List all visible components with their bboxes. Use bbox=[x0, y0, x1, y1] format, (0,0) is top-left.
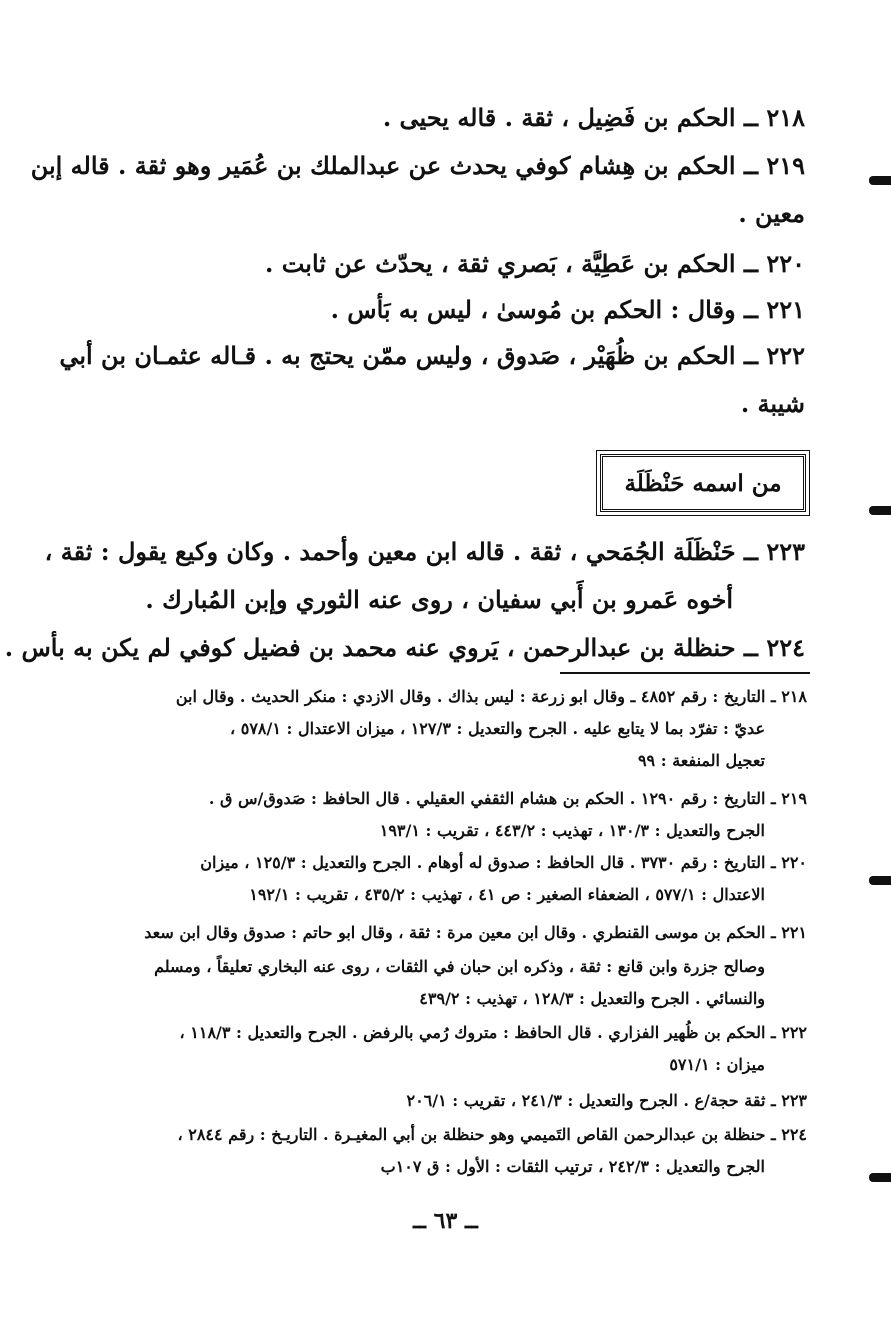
footnote-separator bbox=[560, 672, 810, 674]
edge-mark bbox=[869, 506, 891, 515]
section-heading: من اسمه حَنْظَلَة bbox=[600, 454, 806, 512]
edge-mark bbox=[869, 176, 891, 185]
footnote-219-line2: الجرح والتعديل : ١٣٠/٣ ، تهذيب : ٤٤٣/٢ ، تقريب : ١٩٣/١ bbox=[379, 821, 765, 840]
entry-223: ٢٢٣ ــ حَنْظَلَة الجُمَحي ، ثقة . قاله ابن معين وأحمد . وكان وكيع يقول : ثقة ، bbox=[44, 537, 805, 566]
entry-222: ٢٢٢ ــ الحكم بن ظُهَيْر ، صَدوق ، وليس ممّن يحتج به . قـاله عثمـان بن أبي bbox=[59, 341, 805, 370]
footnote-220-line2: الاعتدال : ٥٧٧/١ ، الضعفاء الصغير : ص ٤١ ، تهذيب : ٤٣٥/٢ ، تقريب : ١٩٢/١ bbox=[249, 885, 765, 904]
footnote-222-line2: ميزان : ٥٧١/١ bbox=[669, 1055, 765, 1074]
footnote-221-line2: وصالح جزرة وابن قانع : ثقة ، وذكره ابن حبان في الثقات ، روى عنه البخاري تعليقاً ، ومسلم bbox=[154, 957, 765, 976]
footnote-221-line1: ٢٢١ ـ الحكم بن موسى القنطري . وقال ابن معين مرة : ثقة ، وقال ابو حاتم : صدوق وقال ابن سعد bbox=[144, 923, 807, 942]
entry-219: ٢١٩ ــ الحكم بن هِشام كوفي يحدث عن عبدالملك بن عُمَير وهو ثقة . قاله إبن bbox=[30, 151, 805, 180]
footnote-218-line1: ٢١٨ ـ التاريخ : رقم ٤٨٥٢ ـ وقال ابو زرعة : ليس بذاك . وقال الازدي : منكر الحديث . وقال ابن bbox=[175, 687, 807, 706]
footnote-224-line1: ٢٢٤ ـ حنظلة بن عبدالرحمن القاص التَميمي وهو حنظلة بن أبي المغيـرة . التاريـخ : رقم ٢٨٤٤ ، bbox=[177, 1125, 807, 1144]
footnote-220-line1: ٢٢٠ ـ التاريخ : رقم ٣٧٣٠ . قال الحافظ : صدوق له أوهام . الجرح والتعديل : ١٢٥/٣ ، ميزان bbox=[200, 853, 807, 872]
entry-221: ٢٢١ ــ وقال : الحكم بن مُوسىٰ ، ليس به بَأس . bbox=[330, 295, 805, 324]
entry-220: ٢٢٠ ــ الحكم بن عَطِيَّة ، بَصري ثقة ، يحدّث عن ثابت . bbox=[264, 249, 805, 278]
footnote-218-line3: تعجيل المنفعة : ٩٩ bbox=[637, 751, 765, 770]
footnote-219-line1: ٢١٩ ـ التاريخ : رقم ١٢٩٠ . الحكم بن هشام الثقفي العقيلي . قال الحافظ : صَدوق/س ق . bbox=[208, 789, 807, 808]
footnote-224-line2: الجرح والتعديل : ٢٤٢/٣ ، ترتيب الثقات : الأول : ق ١٠٧ب bbox=[380, 1157, 765, 1176]
footnote-221-line3: والنسائي . الجرح والتعديل : ١٢٨/٣ ، تهذيب : ٤٣٩/٢ bbox=[419, 989, 765, 1008]
footnote-222-line1: ٢٢٢ ـ الحكم بن ظُهير الفزاري . قال الحافظ : متروك رُمي بالرفض . الجرح والتعديل : ١١٨/٣ ، bbox=[179, 1023, 807, 1042]
edge-mark bbox=[869, 1173, 891, 1182]
footnote-218-line2: عديّ : تفرّد بما لا يتابع عليه . الجرح والتعديل : ١٢٧/٣ ، ميزان الاعتدال : ٥٧٨/١ ، bbox=[229, 719, 765, 738]
entry-222-continuation: شيبة . bbox=[740, 389, 805, 418]
footnote-223-line1: ٢٢٣ ـ ثقة حجة/ع . الجرح والتعديل : ٢٤١/٣ ، تقريب : ٢٠٦/١ bbox=[406, 1091, 807, 1110]
edge-mark bbox=[869, 876, 891, 885]
entry-218: ٢١٨ ــ الحكم بن فَضِيل ، ثقة . قاله يحيى . bbox=[382, 103, 805, 132]
entry-219-continuation: معين . bbox=[738, 199, 805, 228]
entry-224: ٢٢٤ ــ حنظلة بن عبدالرحمن ، يَروي عنه محمد بن فضيل كوفي لم يكن به بأس . bbox=[4, 633, 805, 662]
entry-223-continuation: أخوه عَمرو بن أَبي سفيان ، روى عنه الثوري وإبن المُبارك . bbox=[145, 585, 733, 614]
page-number: ــ ٦٣ ــ bbox=[413, 1208, 478, 1234]
